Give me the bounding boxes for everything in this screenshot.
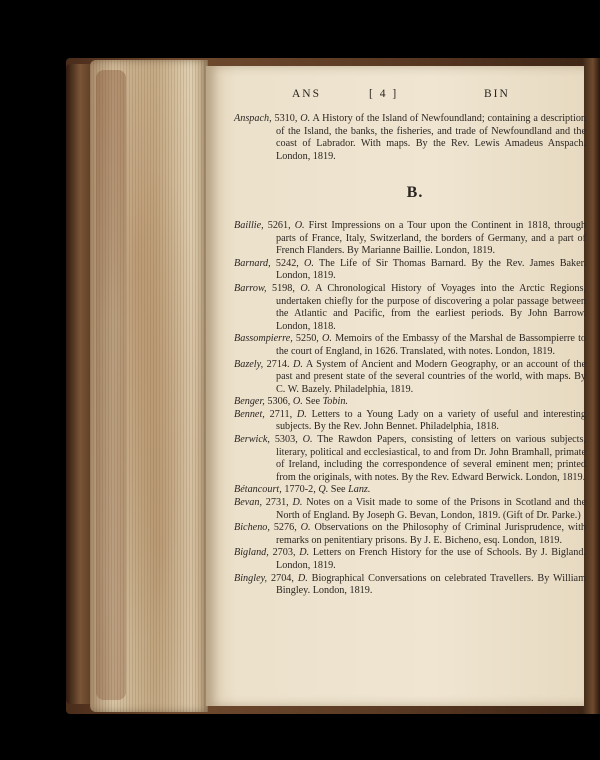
book-spine	[66, 64, 92, 704]
entry-text: A History of the Island of Newfoundland; containing a description of the Island, the banks, the fisheries, and trade of Newfoundland and the coast of Labrador. With maps. By the Rev. Lewis Amadeus Anspach. London, 1819.	[276, 113, 587, 162]
entry-text: Letters on French History for the use of Schools. By J. Bigland. London, 1819.	[276, 547, 587, 571]
section-letter: B.	[406, 184, 424, 202]
entry-code: 5242,	[270, 257, 305, 269]
entry-code: 2711,	[264, 408, 297, 420]
catalog-entry	[234, 333, 586, 358]
entry-type: O.	[292, 396, 303, 408]
entry-text: Biographical Conversations on celebrated Travellers. By William Bingley. London, 1819.	[276, 572, 587, 597]
entry-code: 1770-2,	[281, 484, 319, 496]
entry-text: A Chronological History of Voyages into the Arctic Regions, undertaken chiefly for the purpose of discovering a polar passage between the Atlantic and Pacific, from the earliest periods. By John Barrow. London, 1818.	[276, 282, 586, 332]
catalog-entry	[234, 409, 586, 434]
entry-name: Berwick,	[234, 434, 270, 446]
entry-code: 5250,	[292, 333, 323, 345]
entry-type: Q.	[318, 484, 329, 496]
entry-code: 2731,	[262, 497, 293, 509]
entry-type: O.	[294, 219, 305, 231]
entry-text: A System of Ancient and Modern Geography, or an account of the past and present state of the several countries of the world, with maps. By C. W. Bazely. Philadelphia, 1819.	[276, 358, 587, 395]
catalog-entry	[234, 434, 586, 484]
entry-text: Notes on a Visit made to some of the Prisons in Scotland and the North of England. By Joseph G. Bevan, London, 1819. (Gift of Dr. Parke.)	[276, 497, 586, 521]
entry-name: Barnard,	[234, 257, 271, 269]
page-number: [ 4 ]	[369, 88, 399, 100]
catalog-entry	[234, 547, 586, 572]
entry-see-reference: Tobin.	[322, 396, 348, 408]
entry-name: Bevan,	[234, 497, 263, 509]
entry-text: See	[302, 396, 323, 408]
entry-type: O.	[302, 434, 313, 446]
entry-name: Barrow,	[234, 282, 267, 294]
page-text	[234, 113, 586, 598]
entry-name: Baillie,	[234, 219, 264, 231]
entry-name: Bigland,	[234, 547, 269, 559]
entry-name: Bétancourt,	[234, 484, 282, 496]
entry-name: Bassompierre,	[234, 333, 293, 345]
entry-code: 5303,	[269, 434, 303, 446]
catalog-entry	[234, 396, 586, 409]
catalog-entry	[234, 113, 586, 163]
entry-code: 2704,	[267, 572, 298, 584]
entry-type: D.	[297, 572, 308, 584]
entry-type: D.	[292, 497, 303, 509]
entry-type: O.	[304, 257, 314, 269]
printed-page	[206, 66, 587, 706]
entry-text: Letters to a Young Lady on a variety of useful and interesting subjects. By the Rev. John Bennet. Philadelphia, 1818.	[276, 408, 586, 433]
catalog-entry	[234, 522, 586, 547]
entry-name: Anspach,	[234, 113, 272, 124]
entry-name: Bazely,	[234, 358, 264, 370]
entry-text: Observations on the Philosophy of Criminal Jurisprudence, with remarks on penitentiary prisons. By J. E. Bicheno, esq. London, 1819.	[276, 522, 587, 546]
entry-code: 5276,	[269, 522, 301, 534]
entry-type: D.	[293, 358, 303, 370]
catalog-entry	[234, 359, 586, 397]
entry-code: 5261,	[263, 219, 295, 231]
page-edge-stain	[96, 70, 126, 700]
entry-code: 2703,	[268, 547, 300, 559]
entry-text: See	[328, 484, 349, 496]
entry-text: The Rawdon Papers, consisting of letters on various subjects, literary, political and ecclesiastical, to and from Dr. John Bramhall, primate of Ireland, including the correspondence of several eminent men; printed from the originals, with notes. By the Rev. Edward Berwick. London, 1819.	[276, 434, 587, 483]
entry-type: O.	[300, 113, 311, 124]
entry-code: 5310,	[271, 113, 301, 124]
entry-see-reference: Lanz.	[348, 484, 371, 496]
entry-type: D.	[299, 547, 310, 559]
entry-name: Bennet,	[234, 408, 265, 420]
catalog-entry	[234, 484, 586, 497]
catalog-entry	[234, 220, 586, 258]
catalog-entry	[234, 573, 586, 598]
running-header	[206, 88, 584, 106]
entry-name: Benger,	[234, 396, 265, 408]
entry-type: O.	[300, 282, 311, 294]
entry-type: O.	[322, 333, 332, 345]
entry-code: 5306,	[264, 396, 293, 408]
entry-type: O.	[300, 522, 311, 534]
entry-text: The Life of Sir Thomas Barnard. By the Rev. James Baker. London, 1819.	[276, 257, 586, 282]
entry-list	[234, 220, 586, 598]
entry-text: First Impressions on a Tour upon the Continent in 1818, through parts of France, Italy, Switzerland, the borders of Germany, and a part of French Flanders. By Marianne Baillie. London, 1819.	[276, 219, 587, 257]
entry-code: 5198,	[266, 282, 301, 294]
entry-name: Bingley,	[234, 572, 268, 584]
entry-code: 2714.	[263, 358, 294, 370]
entry-name: Bicheno,	[234, 522, 270, 534]
catalog-entry	[234, 497, 586, 522]
entry-type: D.	[296, 408, 307, 420]
header-left: ANS	[292, 88, 322, 100]
entry-text: Memoirs of the Embassy of the Marshal de Bassompierre to the court of England, in 1626. Translated, with notes. London, 1819.	[276, 333, 587, 357]
header-right: BIN	[484, 88, 510, 100]
catalog-entry	[234, 283, 586, 333]
catalog-entry	[234, 258, 586, 283]
